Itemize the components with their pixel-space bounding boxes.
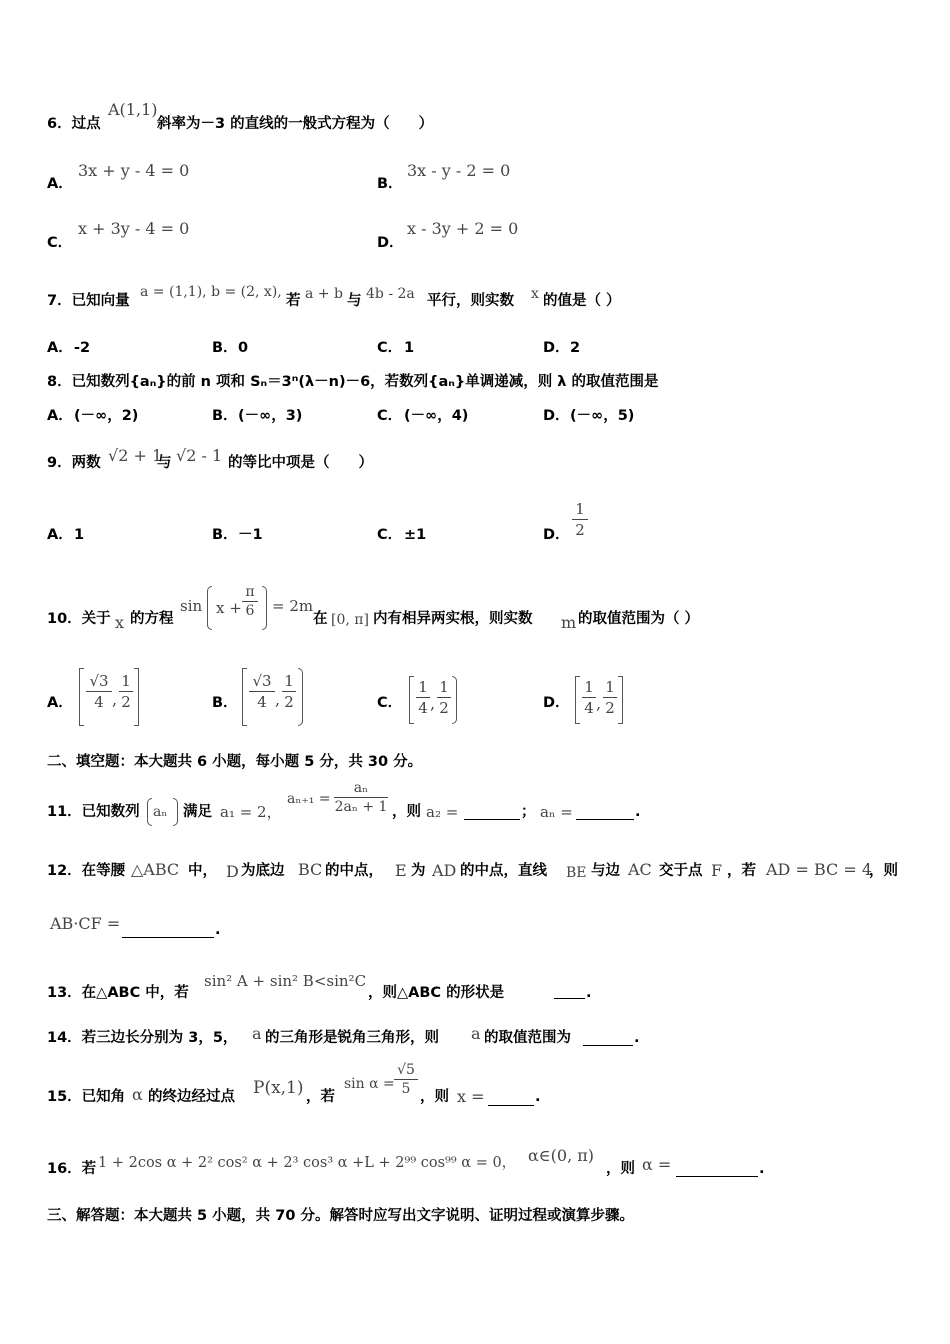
q11-text-3: ； [521,804,536,820]
numerator: √3 [252,672,272,690]
q7-number: 7．已知向量 [47,293,130,309]
numerator: aₙ [353,780,369,796]
q15-sin: sin α = [344,1076,395,1092]
numerator: 1 [605,678,615,696]
q10-paren-left [207,586,212,630]
q10-opt-c-frac-2 [437,678,451,717]
q12-blank[interactable] [122,923,214,938]
q7-opt-d-label: D． [543,340,570,356]
q15-point: P(x,1) [253,1078,304,1098]
q9-opt-c-label: C． [377,527,403,543]
q7-text-2: 与 [347,293,362,309]
q10-opt-a-bracket-left [79,668,84,726]
q10-text-4: 的取值范围为（ ） [578,611,700,627]
q9-opt-a-label: A． [47,527,73,543]
q11-end: . [635,804,641,820]
q10-opt-b-frac-1 [249,672,275,711]
denominator: 4 [418,699,428,717]
q12-end: . [215,922,221,938]
q9-opt-d-label: D． [543,527,570,543]
q15-number: 15．已知角 [47,1089,126,1105]
q11-text-2: ，则 [392,804,421,820]
q6-number: 6．过点 [47,116,101,132]
q11-a2: a₂ = [426,803,459,821]
q10-opt-c-frac-1 [416,678,430,717]
numerator: 1 [439,678,449,696]
q10-text-1: 的方程 [130,611,174,627]
q6-opt-b: 3x - y - 2 = 0 [407,161,511,180]
q13-expr: sin² A + sin² B<sin²C [204,972,367,990]
q8-opt-d: (－∞，5) [570,408,635,424]
comma: , [112,690,118,709]
q13-blank[interactable] [554,984,585,999]
q10-opt-b-frac-2 [282,672,296,711]
q12-text-8: ，若 [727,863,756,879]
denominator: 5 [401,1081,411,1097]
q11-brace-left [147,798,152,826]
q8-text: 8．已知数列{aₙ}的前 n 项和 Sₙ＝3ⁿ(λ－n)－6，若数列{aₙ}单调递减，则 λ 的取值范围是 [47,374,659,390]
q7-opt-c: 1 [404,340,415,356]
q11-text-1: 满足 [183,804,212,820]
denominator: 6 [245,603,255,619]
q6-point: A(1,1) [108,100,158,119]
denominator: 2 [284,693,294,711]
q10-eq-right: = 2m [272,597,314,615]
numerator: 1 [121,672,131,690]
q10-opt-a-bracket-right [134,668,139,726]
q11-fraction [334,780,388,815]
q9-text-1: 与 [157,455,172,471]
q12-D: D [226,862,239,881]
q16-end: . [759,1161,765,1177]
q9-opt-c: ±1 [404,527,427,543]
q11-brace-right [173,798,178,826]
denominator: 2 [439,699,449,717]
q12-number: 12．在等腰 [47,863,126,879]
q14-text-2: 的取值范围为 [484,1030,571,1046]
q10-text-3: 内有相异两实根，则实数 [373,611,533,627]
q16-number: 16．若 [47,1161,97,1177]
q9-opt-a: 1 [74,527,85,543]
q6-opt-a-label: A． [47,176,73,192]
q10-opt-a-label: A． [47,695,73,711]
q10-opt-a-frac-2 [119,672,133,711]
q9-expr-2: √2 - 1 [176,446,223,465]
q9-expr-1: √2 + 1 [108,446,163,465]
numerator: 1 [418,678,428,696]
q7-opt-c-label: C． [377,340,403,356]
q8-opt-b-label: B． [212,408,238,424]
q14-a: a [252,1024,262,1043]
q12-F: F [711,861,723,880]
q11-a1: a₁ = 2， [220,803,282,821]
q14-end: . [634,1030,640,1046]
q12-text-5: 的中点，直线 [460,863,547,879]
q12-E: E [395,861,407,880]
q10-number: 10．关于 [47,611,111,627]
q10-interval: [0, π] [331,612,369,628]
numerator: 1 [584,678,594,696]
q10-opt-d-frac-2 [603,678,617,717]
q14-a-2: a [471,1024,481,1043]
q16-domain: α∈(0, π) [528,1146,594,1165]
q11-number: 11．已知数列 [47,804,140,820]
q12-triangle: △ABC [131,860,180,879]
q12-text-7: 交于点 [659,863,703,879]
section-3-heading: 三、解答题：本大题共 5 小题，共 70 分。解答时应写出文字说明、证明过程或演算步骤。 [47,1208,634,1224]
q12-text-3: 的中点， [325,863,383,879]
comma: , [596,694,602,713]
q9-opt-b: －1 [238,527,263,543]
q9-opt-d-fraction [572,500,588,539]
q12-condition: AD = BC = 4 [766,860,873,879]
q6-opt-d: x - 3y + 2 = 0 [407,219,519,238]
numerator: 1 [284,672,294,690]
q10-opt-c-paren-right [452,676,457,724]
q8-opt-a: (－∞，2) [74,408,139,424]
q10-opt-b-paren-right [298,668,303,726]
q7-expr-1: a + b [305,286,343,302]
q6-opt-d-label: D． [377,235,404,251]
q14-text-1: 的三角形是锐角三角形，则 [265,1030,439,1046]
q7-expr-3: x [531,286,539,302]
q12-line-2: AB·CF = [50,914,121,933]
q8-opt-d-label: D． [543,408,570,424]
section-2-heading: 二、填空题：本大题共 6 小题，每小题 5 分，共 30 分。 [47,754,423,770]
q10-opt-d-frac-1 [582,678,596,717]
denominator: 2 [605,699,615,717]
q15-fraction [394,1062,418,1097]
q6-opt-c-label: C． [47,235,73,251]
q8-opt-a-label: A． [47,408,73,424]
q12-AD: AD [432,861,457,880]
q7-opt-d: 2 [570,340,581,356]
q10-x: x [115,613,125,632]
q15-alpha: α [132,1085,143,1104]
q7-text-4: 的值是（ ） [543,293,621,309]
q8-opt-b: (－∞，3) [238,408,303,424]
q10-opt-c-label: C． [377,695,403,711]
q11-an: aₙ = [540,803,573,821]
q6-opt-b-label: B． [377,176,403,192]
q8-opt-c: (－∞，4) [404,408,469,424]
denominator: 4 [584,699,594,717]
q12-text-2: 为底边 [241,863,285,879]
q13-end: . [586,985,592,1001]
q10-opt-a-frac-1 [86,672,112,711]
q12-text-6: 与边 [591,863,620,879]
comma: , [275,690,281,709]
numerator: √5 [397,1062,415,1078]
q6-opt-a: 3x + y - 4 = 0 [78,161,190,180]
denominator: 2aₙ + 1 [334,799,388,815]
q16-blank[interactable] [676,1162,758,1177]
denominator: 2 [121,693,131,711]
numerator: π [245,584,255,600]
q6-opt-c: x + 3y - 4 = 0 [78,219,190,238]
q7-opt-b-label: B． [212,340,238,356]
q7-opt-b: 0 [238,340,249,356]
comma: , [430,694,436,713]
q10-pi-over-6 [242,584,258,619]
q15-text-3: ，则 [420,1089,449,1105]
q15-text-1: 的终边经过点 [148,1089,235,1105]
q11-lhs: aₙ₊₁ = [287,791,331,807]
q13-text-1: ，则△ABC 的形状是 [368,985,505,1001]
denominator: 4 [257,693,267,711]
numerator: √3 [89,672,109,690]
q7-opt-a: -2 [74,340,91,356]
q11-seq: aₙ [153,804,168,820]
q6-text: 斜率为－3 的直线的一般式方程为（ ） [157,116,434,132]
q16-text-1: ，则 [606,1161,635,1177]
numerator: 1 [575,500,585,518]
denominator: 4 [94,693,104,711]
q15-blank[interactable] [488,1091,534,1106]
q10-opt-d-bracket-left [575,676,580,724]
q10-opt-d-label: D． [543,695,570,711]
q10-paren-right [262,586,267,630]
q14-text: 14．若三边长分别为 3，5， [47,1030,238,1046]
q16-expr: 1 + 2cos α + 2² cos² α + 2³ cos³ α +L + 2⁹⁹ cos⁹⁹ α = 0， [98,1155,517,1171]
q12-text-1: 中， [188,863,217,879]
q10-opt-b-label: B． [212,695,238,711]
q10-opt-c-bracket-left [409,676,414,724]
q12-text-4: 为 [411,863,426,879]
q15-x: x = [457,1087,485,1106]
q9-text-2: 的等比中项是（ ） [228,455,373,471]
q11-blank-2[interactable] [576,805,634,820]
q12-AC: AC [628,860,652,879]
q9-number: 9．两数 [47,455,101,471]
q10-m: m [561,613,577,632]
q11-blank-1[interactable] [464,805,520,820]
q15-end: . [535,1089,541,1105]
q12-BC: BC [298,860,323,879]
q14-blank[interactable] [583,1031,633,1046]
q9-opt-b-label: B． [212,527,238,543]
q7-text-1: 若 [286,293,301,309]
q10-sin: sin [180,597,203,615]
q13-text: 13．在△ABC 中，若 [47,985,189,1001]
q12-text-9: ，则 [869,863,898,879]
q7-opt-a-label: A． [47,340,73,356]
q7-expr-2: 4b - 2a [366,286,415,302]
q15-text-2: ，若 [306,1089,335,1105]
q7-text-3: 平行，则实数 [427,293,514,309]
q10-opt-d-bracket-right [618,676,623,724]
q10-opt-b-bracket-left [242,668,247,726]
q7-vectors: a = (1,1), b = (2, x), [140,284,282,300]
q16-alpha: α = [642,1155,672,1174]
q10-inner: x + [216,599,242,617]
denominator: 2 [575,521,585,539]
q12-BE: BE [566,865,587,881]
q8-opt-c-label: C． [377,408,403,424]
q10-text-2: 在 [313,611,328,627]
